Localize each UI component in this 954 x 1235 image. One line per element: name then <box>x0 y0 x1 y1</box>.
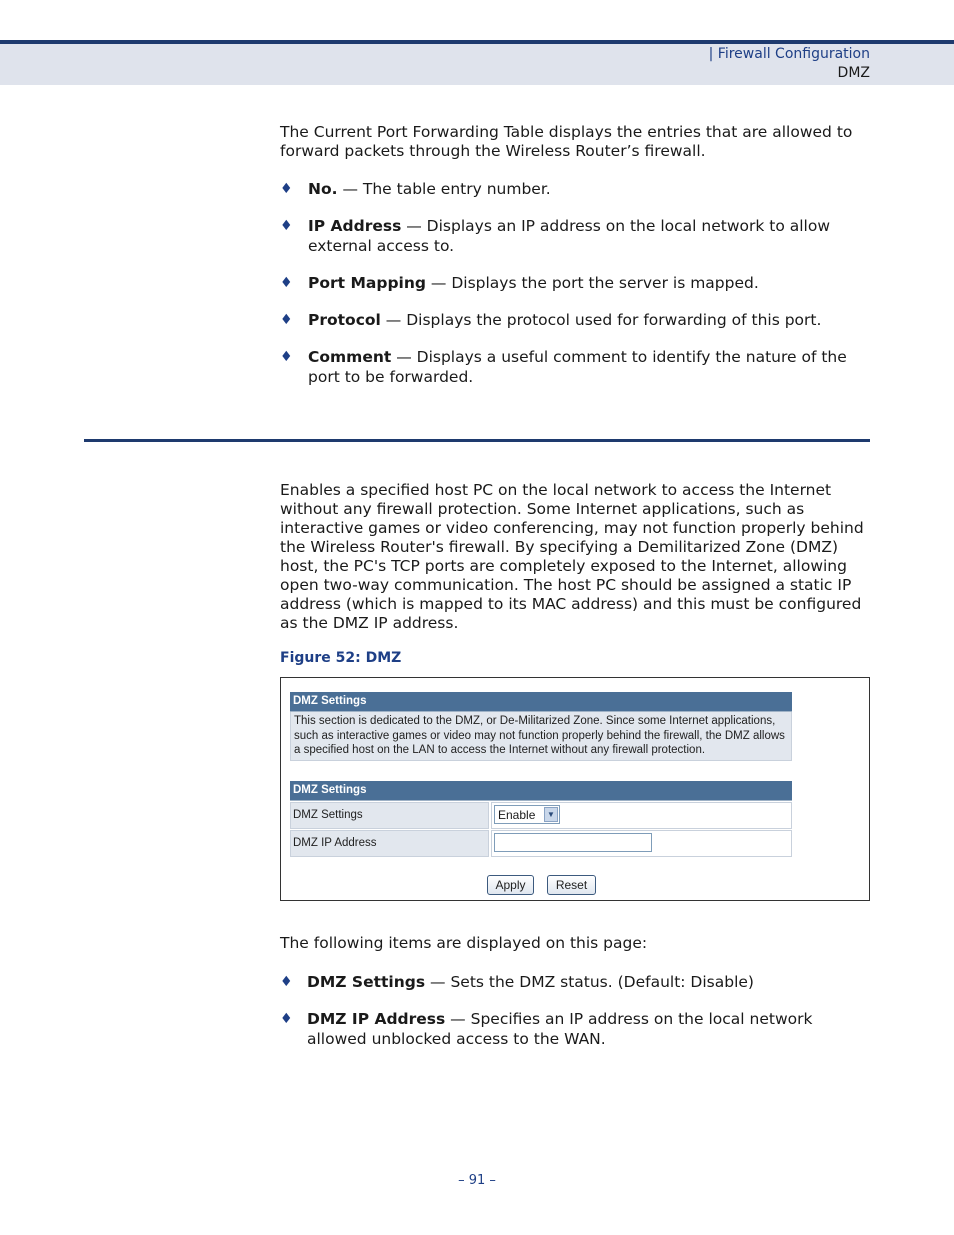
item-term: Protocol <box>308 311 381 329</box>
item-term: DMZ Settings <box>307 973 426 991</box>
dmz-ip-label: DMZ IP Address <box>290 830 489 857</box>
diamond-bullet-icon: ♦ <box>280 1011 293 1027</box>
section-divider <box>84 439 870 442</box>
following-text: The following items are displayed on this page: <box>280 934 648 952</box>
item-desc: — Displays a useful comment to identify the nature of the port to be forwarded. <box>308 348 847 386</box>
item-desc: — Sets the DMZ status. (Default: Disable) <box>425 973 754 991</box>
diamond-bullet-icon: ♦ <box>280 312 293 328</box>
dmz-ip-input[interactable] <box>494 833 652 852</box>
panel-title: DMZ Settings <box>290 781 792 801</box>
diamond-bullet-icon: ♦ <box>280 349 293 365</box>
dmz-figure <box>280 677 870 901</box>
diamond-bullet-icon: ♦ <box>280 275 293 291</box>
dmz-settings-row <box>290 802 792 829</box>
item-term: No. <box>308 180 338 198</box>
chevron-down-icon[interactable]: ▼ <box>544 807 558 822</box>
diamond-bullet-icon: ♦ <box>280 218 293 234</box>
header-subsection-title: DMZ <box>837 65 870 81</box>
item-term: IP Address <box>308 217 402 235</box>
dmz-settings-select[interactable] <box>494 805 560 824</box>
dmz-settings-selected-value: Enable <box>498 808 536 822</box>
item-desc: — Displays an IP address on the local network to allow external access to. <box>308 217 831 255</box>
intro-paragraph: The Current Port Forwarding Table displays the entries that are allowed to forward packets through the Wireless Router’s firewall. <box>280 123 853 160</box>
item-term: DMZ IP Address <box>307 1010 446 1028</box>
diamond-bullet-icon: ♦ <box>280 974 293 990</box>
diamond-bullet-icon: ♦ <box>280 181 293 197</box>
panel-description: This section is dedicated to the DMZ, or De-Militarized Zone. Since some Internet applications, such as interactive games or video may not function properly behind the firewall, the DMZ allows a specified host on the LAN to access the Internet without any firewall protection. <box>290 712 792 761</box>
dmz-settings-label: DMZ Settings <box>290 802 489 829</box>
dmz-paragraph: Enables a specified host PC on the local network to access the Internet without any firewall protection. Some Internet applications, such as interactive games or video conferencing, may not function properly behind the Wireless Router's firewall. By specifying a Demilitarized Zone (DMZ) host, the PC's TCP ports are completely exposed to the Internet, allowing open two-way communication. The host PC should be assigned a static IP address (which is mapped to its MAC address) and this must be configured as the DMZ IP address. <box>280 481 864 632</box>
item-desc: — Displays the protocol used for forwarding of this port. <box>380 311 822 329</box>
dmz-settings-panel <box>290 781 792 857</box>
apply-button[interactable]: Apply <box>487 875 534 895</box>
header-section-title: | Firewall Configuration <box>708 46 870 62</box>
figure-caption: Figure 52: DMZ <box>280 650 402 666</box>
dmz-info-panel <box>290 692 792 761</box>
item-term: Comment <box>308 348 392 366</box>
reset-button[interactable]: Reset <box>547 875 596 895</box>
item-desc: — Specifies an IP address on the local network allowed unblocked access to the WAN. <box>307 1010 813 1048</box>
item-desc: — Displays the port the server is mapped. <box>425 274 759 292</box>
panel-title: DMZ Settings <box>290 692 792 712</box>
dmz-ip-row <box>290 830 792 857</box>
item-desc: — The table entry number. <box>337 180 551 198</box>
item-term: Port Mapping <box>308 274 426 292</box>
page-number: – 91 – <box>458 1173 496 1188</box>
